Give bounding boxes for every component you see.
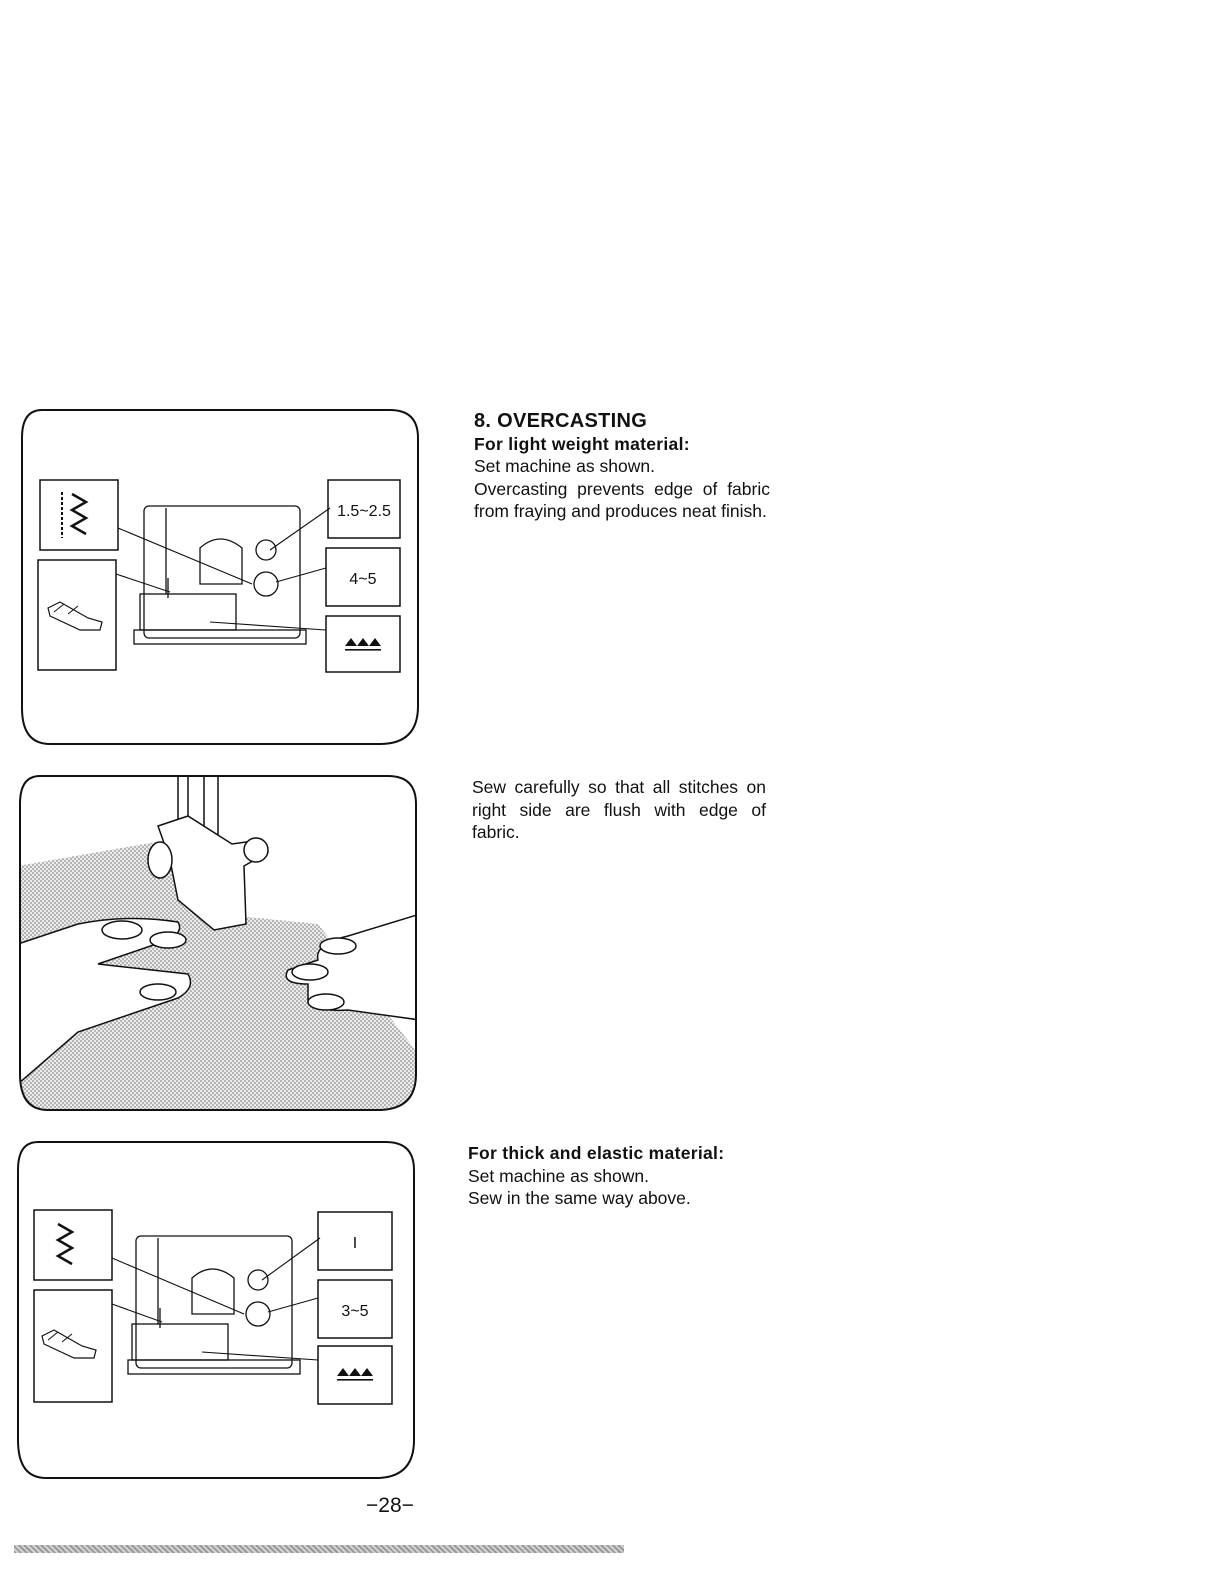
- stitch-length-value: 4~5: [349, 571, 377, 588]
- feed-dogs-up-icon: [345, 638, 381, 651]
- thick-material-text-block: [468, 1142, 768, 1210]
- thick-material-note: Sew in the same way above.: [468, 1188, 691, 1208]
- thick-material-heading: For thick and elastic material:: [468, 1143, 725, 1163]
- sewing-hands-illustration: [18, 774, 420, 1112]
- sewing-machine-drawing: [134, 506, 306, 644]
- section-title: 8. OVERCASTING: [474, 410, 648, 432]
- scan-edge-strip: [14, 1545, 624, 1553]
- stitch-width-value: 1.5~2.5: [337, 503, 391, 520]
- thick-material-settings-diagram: [16, 1140, 418, 1482]
- sew-carefully-text: Sew carefully so that all stitches on right side are flush with edge of fabric.: [472, 777, 766, 842]
- overcasting-foot-icon-2: [34, 1290, 112, 1402]
- light-weight-description: Overcasting prevents edge of fabric from fraying and produces neat finish.: [474, 478, 770, 521]
- thick-material-instruction: Set machine as shown.: [468, 1165, 649, 1186]
- light-weight-settings-diagram: [20, 408, 422, 748]
- feed-dogs-up-icon-2: [337, 1368, 373, 1381]
- overcasting-foot-icon: [38, 560, 116, 670]
- stitch-width-value-2: I: [352, 1235, 358, 1252]
- light-weight-text-block: [474, 410, 770, 523]
- light-weight-heading: For light weight material:: [474, 433, 690, 454]
- light-weight-instruction: Set machine as shown.: [474, 456, 655, 476]
- page-number: −28−: [366, 1494, 414, 1517]
- overcast-stitch-pattern-icon: [40, 480, 118, 550]
- zigzag-stitch-pattern-icon: [34, 1210, 112, 1280]
- stitch-length-value-2: 3~5: [341, 1303, 369, 1320]
